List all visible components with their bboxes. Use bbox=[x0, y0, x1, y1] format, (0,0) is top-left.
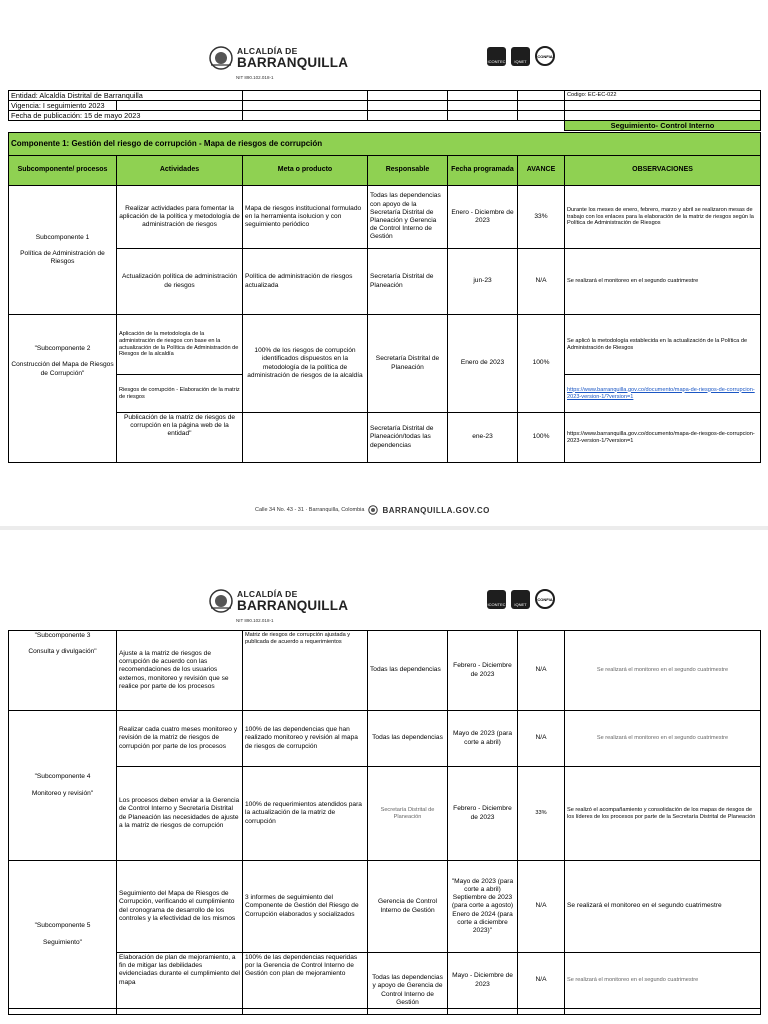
meta-cell: 3 informes de seguimiento del Componente de Gestión del Riesgo de Corrupción elaborados y socializados bbox=[243, 861, 368, 953]
fecha-cell: Enero - Diciembre de 2023 bbox=[448, 186, 518, 249]
avance-cell: N/A bbox=[518, 631, 565, 711]
responsable-cell: Todas las dependencias bbox=[368, 711, 448, 767]
observaciones-cell: Durante los meses de enero, febrero, marzo y abril se realizaron mesas de trabajo con los enlaces para la elaboración de la matriz de riesgos según la Política de Administración de Riesgos bbox=[565, 186, 761, 249]
observaciones-link[interactable]: https://www.barranquilla.gov.co/documento/mapa-de-riesgos-de-corrupcion-2023-version-1/?version=1 bbox=[565, 375, 761, 413]
table-row bbox=[9, 631, 761, 711]
footer-website: BARRANQUILLA.GOV.CO bbox=[382, 505, 490, 515]
brand-line-2: BARRANQUILLA bbox=[237, 597, 349, 613]
fecha-cell: Mayo de 2023 (para corte a abril) bbox=[448, 711, 518, 767]
activity-cell: Publicación de la matriz de riesgos de corrupción en la página web de la entidad" bbox=[117, 413, 243, 463]
col-header-subcomponente: Subcomponente/ procesos bbox=[9, 156, 117, 186]
avance-cell: 100% bbox=[518, 315, 565, 413]
col-header-responsable: Responsable bbox=[368, 156, 448, 186]
observaciones-cell: Se realizará el monitoreo en el segundo cuatrimestre bbox=[565, 249, 761, 315]
city-seal-icon bbox=[208, 588, 234, 614]
meta-cell: 100% de las dependencias que han realizado monitoreo y revisión al mapa de riesgos de corrupción bbox=[243, 711, 368, 767]
meta-cell: Política de administración de riesgos actualizada bbox=[243, 249, 368, 315]
fecha-publicacion-cell: Fecha de publicación: 15 de mayo 2023 bbox=[9, 111, 117, 121]
subcomponente-1-cell: Subcomponente 1 Política de Administración de Riesgos bbox=[9, 186, 117, 315]
subcomponente-3-cell: "Subcomponente 3 Consulta y divulgación" bbox=[9, 631, 117, 711]
icontec-cert-icon: ICONTEC bbox=[487, 47, 506, 66]
responsable-cell: Secretaría Distrital de Planeación bbox=[368, 767, 448, 861]
table-row bbox=[9, 413, 761, 463]
fecha-cell: "Mayo de 2023 (para corte a abril) Septiembre de 2023 (para corte a agosto) Enero de 2024 (para corte a diciembre 2023)" bbox=[448, 861, 518, 953]
activity-cell: Ajuste a la matriz de riesgos de corrupción de acuerdo con las recomendaciones de los usuarios externos, monitoreo y revisión que se realice por parte de los procesos bbox=[117, 631, 243, 711]
col-header-observaciones: OBSERVACIONES bbox=[565, 156, 761, 186]
meta-cell: 100% de los riesgos de corrupción identificados dispuestos en la metodología de la política de administración de riesgos de la alcaldía bbox=[243, 315, 368, 413]
entity-cell: Entidad: Alcaldía Distrital de Barranquilla bbox=[9, 91, 117, 101]
responsable-cell: Secretaría Distrital de Planeación/todas las dependencias bbox=[368, 413, 448, 463]
observaciones-cell: Se realizará el monitoreo en el segundo cuatrimestre bbox=[565, 711, 761, 767]
activity-cell: Seguimiento del Mapa de Riesgos de Corrupción, verificando el cumplimiento del cronograma de desarrollo de los controles y la efectividad de los mismos bbox=[117, 861, 243, 953]
brand-line-1: ALCALDÍA DE bbox=[237, 589, 298, 599]
table-row bbox=[9, 953, 761, 1009]
activity-cell: Elaboración de plan de mejoramiento, a fin de mitigar las debilidades evidenciadas durante el cumplimiento del mapa bbox=[117, 953, 243, 1009]
iqnet-cert-icon: IQNET bbox=[511, 47, 530, 66]
page-footer bbox=[255, 505, 490, 515]
col-header-meta: Meta o producto bbox=[243, 156, 368, 186]
responsable-cell: Todas las dependencias y apoyo de Gerencia de Control Interno de Gestión bbox=[368, 953, 448, 1009]
observaciones-cell: https://www.barranquilla.gov.co/documento/mapa-de-riesgos-de-corrupcion-2023-version-1/?version=1 bbox=[565, 413, 761, 463]
table-row bbox=[9, 249, 761, 315]
nit-text: NIT 890.102.018-1 bbox=[236, 618, 274, 623]
responsable-cell: Secretaría Distrital de Planeación bbox=[368, 249, 448, 315]
observaciones-cell: Se realizará el monitoreo en el segundo cuatrimestre bbox=[565, 953, 761, 1009]
responsable-cell: Gerencia de Control Interno de Gestión bbox=[368, 861, 448, 953]
meta-cell bbox=[243, 413, 368, 463]
fecha-cell: Febrero - Diciembre de 2023 bbox=[448, 631, 518, 711]
col-header-fecha: Fecha programada bbox=[448, 156, 518, 186]
meta-cell: Matriz de riesgos de corrupción ajustada y publicada de acuerdo a requerimientos bbox=[243, 631, 368, 711]
observaciones-cell: Se aplicó la metodología establecida en la actualización de la Política de Administración de Riesgos bbox=[565, 315, 761, 375]
iqnet-cert-icon: IQNET bbox=[511, 590, 530, 609]
avance-cell: 33% bbox=[518, 186, 565, 249]
nit-text: NIT 890.102.018-1 bbox=[236, 75, 274, 80]
subcomponente-5-cell: "Subcomponente 5 Seguimiento" bbox=[9, 861, 117, 1009]
responsable-cell: Todas las dependencias bbox=[368, 631, 448, 711]
avance-cell: N/A bbox=[518, 861, 565, 953]
subcomponente-2-cell: "Subcomponente 2 Construcción del Mapa de Riesgos de Corrupción" bbox=[9, 315, 117, 463]
risk-table-page-1 bbox=[8, 132, 761, 463]
meta-cell: 100% de requerimientos atendidos para la actualización de la matriz de corrupción bbox=[243, 767, 368, 861]
table-row bbox=[9, 861, 761, 953]
fecha-cell: ene-23 bbox=[448, 413, 518, 463]
brand-line-2: BARRANQUILLA bbox=[237, 54, 349, 70]
avance-cell: N/A bbox=[518, 953, 565, 1009]
observaciones-cell: Se realizará el monitoreo en el segundo cuatrimestre bbox=[565, 631, 761, 711]
component-title: Componente 1: Gestión del riesgo de corrupción - Mapa de riesgos de corrupción bbox=[9, 133, 761, 156]
observaciones-cell: Se realizará el monitoreo en el segundo cuatrimestre bbox=[565, 861, 761, 953]
activity-cell: Riesgos de corrupción - Elaboración de la matriz de riesgos bbox=[117, 375, 243, 413]
subcomponente-4-cell: "Subcomponente 4 Monitoreo y revisión" bbox=[9, 711, 117, 861]
vigencia-cell: Vigencia: I seguimiento 2023 bbox=[9, 101, 117, 111]
responsable-cell: Todas las dependencias con apoyo de la Secretaría Distrital de Planeación y Gerencia de Control Interno de Gestión bbox=[368, 186, 448, 249]
table-row bbox=[9, 315, 761, 375]
meta-cell: 100% de las dependencias requeridas por la Gerencia de Control Interno de Gestión con plan de mejoramiento bbox=[243, 953, 368, 1009]
codigo-cell: Codigo: EC-EC-022 bbox=[565, 91, 761, 101]
footer-address: Calle 34 No. 43 - 31 · Barranquilla, Colombia bbox=[255, 507, 365, 513]
avance-cell: 100% bbox=[518, 413, 565, 463]
avance-cell: N/A bbox=[518, 711, 565, 767]
avance-cell: N/A bbox=[518, 249, 565, 315]
table-row bbox=[9, 186, 761, 249]
risk-table-page-2 bbox=[8, 630, 761, 1015]
table-row bbox=[9, 711, 761, 767]
meta-cell: Mapa de riesgos institucional formulado en la herramienta isolucion y con seguimiento periódico bbox=[243, 186, 368, 249]
alcaldia-logo bbox=[208, 45, 348, 71]
fecha-cell: Febrero - Diciembre de 2023 bbox=[448, 767, 518, 861]
fecha-cell: Mayo - Diciembre de 2023 bbox=[448, 953, 518, 1009]
col-header-actividades: Actividades bbox=[117, 156, 243, 186]
activity-cell: Realizar actividades para fomentar la aplicación de la política y metodología de administración de riesgos bbox=[117, 186, 243, 249]
city-seal-icon bbox=[368, 505, 378, 515]
activity-cell: Aplicación de la metodología de la administración de riesgos con base en la actualización de la Política de Administración de Riesgos de la alcaldía bbox=[117, 315, 243, 375]
confia-cert-icon: CONFIA bbox=[535, 589, 555, 609]
col-header-avance: AVANCE bbox=[518, 156, 565, 186]
confia-cert-icon: CONFIA bbox=[535, 46, 555, 66]
fecha-cell: jun-23 bbox=[448, 249, 518, 315]
city-seal-icon bbox=[208, 45, 234, 71]
alcaldia-logo bbox=[208, 588, 348, 614]
meta-table bbox=[8, 90, 761, 131]
fecha-cell: Enero de 2023 bbox=[448, 315, 518, 413]
responsable-cell: Secretaría Distrital de Planeación bbox=[368, 315, 448, 413]
brand-line-1: ALCALDÍA DE bbox=[237, 46, 298, 56]
seguimiento-control-interno-cell: Seguimiento- Control Interno bbox=[565, 121, 761, 131]
icontec-cert-icon: ICONTEC bbox=[487, 590, 506, 609]
certification-logos bbox=[487, 589, 555, 609]
activity-cell: Los procesos deben enviar a la Gerencia de Control Interno y Secretaría Distrital de Planeación las necesidades de ajuste a la matriz de riesgos de corrupción bbox=[117, 767, 243, 861]
table-row bbox=[9, 767, 761, 861]
document-page-2 bbox=[0, 530, 768, 1024]
certification-logos bbox=[487, 46, 555, 66]
activity-cell: Actualización política de administración de riesgos bbox=[117, 249, 243, 315]
observaciones-cell: Se realizó el acompañamiento y consolidación de los mapas de riesgos de los líderes de los procesos por parte de la Secretaría Distrital de Planeación bbox=[565, 767, 761, 861]
activity-cell: Realizar cada cuatro meses monitoreo y revisión de la matriz de riesgos de corrupción por parte de los procesos bbox=[117, 711, 243, 767]
avance-cell: 33% bbox=[518, 767, 565, 861]
